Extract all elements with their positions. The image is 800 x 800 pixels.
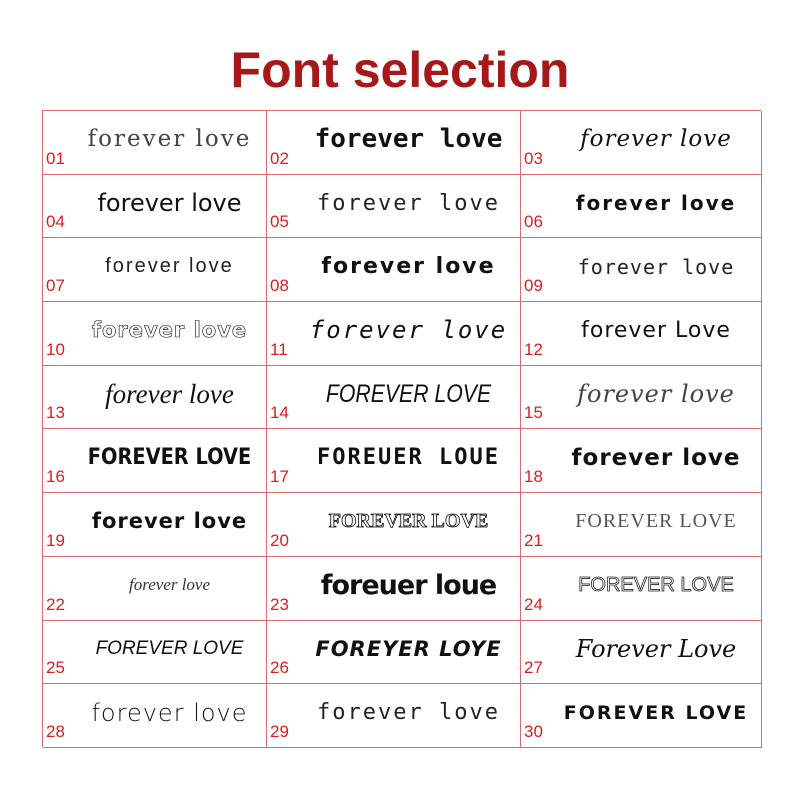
font-number: 24 (524, 594, 543, 614)
font-sample-text: forever love (309, 316, 508, 345)
font-number: 22 (46, 594, 65, 614)
font-number: 01 (46, 148, 65, 168)
font-sample-text: FOREYER LOYE (315, 636, 502, 661)
font-number: 10 (46, 339, 65, 359)
font-number: 07 (46, 276, 65, 296)
font-number: 27 (524, 658, 543, 678)
font-sample-text: Forever Love (575, 634, 737, 663)
font-option-12[interactable] (521, 302, 762, 366)
font-sample-text: FOREVER LOVE (563, 701, 749, 724)
font-sample-text: forever love (577, 254, 735, 279)
font-number: 16 (46, 467, 65, 487)
font-sample-text: forever love (91, 509, 248, 534)
font-option-30[interactable] (521, 684, 762, 748)
font-sample-text: forever love (105, 255, 234, 278)
font-number: 26 (270, 658, 289, 678)
font-option-18[interactable] (521, 429, 762, 493)
font-number: 04 (46, 212, 65, 232)
font-option-23[interactable] (267, 557, 521, 621)
font-number: 12 (524, 339, 543, 359)
font-sample-text: forever Love (581, 317, 731, 343)
font-sample-text: FOREVER LOVE (325, 379, 492, 408)
font-number: 14 (270, 403, 289, 423)
font-sample-text: FOREVER LOVE (575, 509, 737, 532)
font-option-05[interactable] (267, 175, 521, 239)
font-option-14[interactable] (267, 366, 521, 430)
font-sample-text: FOREVER LOVE (95, 637, 244, 659)
font-sample-text: forever love (128, 575, 211, 595)
font-sample-text: forever love (105, 378, 234, 409)
font-sample-text: forever love (571, 444, 741, 471)
font-sample-text: forever love (317, 700, 500, 726)
font-sample-text: forever love (577, 380, 735, 409)
font-option-16[interactable] (43, 429, 267, 493)
font-number: 28 (46, 721, 65, 741)
font-number: 11 (270, 339, 288, 359)
font-option-15[interactable] (521, 366, 762, 430)
font-number: 15 (524, 403, 543, 423)
font-option-24[interactable] (521, 557, 762, 621)
font-number: 09 (524, 276, 543, 296)
page-title: Font selection (230, 42, 570, 98)
font-option-26[interactable] (267, 621, 521, 685)
font-number: 06 (524, 212, 543, 232)
font-sample-text: foreuer loue (320, 569, 497, 601)
font-sample-text: FOREUER LOUE (317, 445, 500, 471)
font-grid (42, 110, 761, 747)
font-option-03[interactable] (521, 111, 762, 175)
font-option-06[interactable] (521, 175, 762, 239)
font-option-17[interactable] (267, 429, 521, 493)
font-sample-text: forever love (317, 190, 500, 216)
font-option-22[interactable] (43, 557, 267, 621)
font-number: 23 (270, 594, 289, 614)
font-sample-text: forever love (314, 124, 503, 155)
font-option-20[interactable] (267, 493, 521, 557)
font-option-04[interactable] (43, 175, 267, 239)
font-option-11[interactable] (267, 302, 521, 366)
font-sample-text: FOREVER LOVE (87, 445, 252, 471)
font-option-07[interactable] (43, 238, 267, 302)
font-number: 30 (524, 721, 543, 741)
font-option-19[interactable] (43, 493, 267, 557)
font-option-25[interactable] (43, 621, 267, 685)
font-number: 17 (270, 467, 289, 487)
font-option-01[interactable] (43, 111, 267, 175)
font-sample-text: forever love (580, 126, 732, 153)
font-sample-text: forever love (91, 318, 248, 343)
font-number: 02 (270, 148, 289, 168)
font-number: 29 (270, 721, 289, 741)
font-option-21[interactable] (521, 493, 762, 557)
font-option-08[interactable] (267, 238, 521, 302)
font-option-29[interactable] (267, 684, 521, 748)
font-sample-text: forever love (97, 189, 242, 218)
font-sample-text: FOREVER LOVE (578, 573, 734, 596)
font-number: 19 (46, 530, 65, 550)
font-number: 20 (270, 530, 289, 550)
font-number: 25 (46, 658, 65, 678)
font-option-10[interactable] (43, 302, 267, 366)
font-sample-text: FOREVER LOVE (328, 509, 489, 532)
font-sample-text: forever love (87, 126, 252, 153)
font-sample-text: forever love (575, 191, 737, 216)
font-option-28[interactable] (43, 684, 267, 748)
font-sample-text: forever love (91, 698, 248, 727)
font-option-02[interactable] (267, 111, 521, 175)
font-number: 03 (524, 148, 543, 168)
font-number: 05 (270, 212, 289, 232)
font-option-27[interactable] (521, 621, 762, 685)
font-sample-text: forever love (321, 254, 496, 280)
font-option-09[interactable] (521, 238, 762, 302)
font-number: 21 (524, 530, 543, 550)
font-number: 13 (46, 403, 65, 423)
font-number: 08 (270, 276, 289, 296)
font-option-13[interactable] (43, 366, 267, 430)
font-number: 18 (524, 467, 543, 487)
